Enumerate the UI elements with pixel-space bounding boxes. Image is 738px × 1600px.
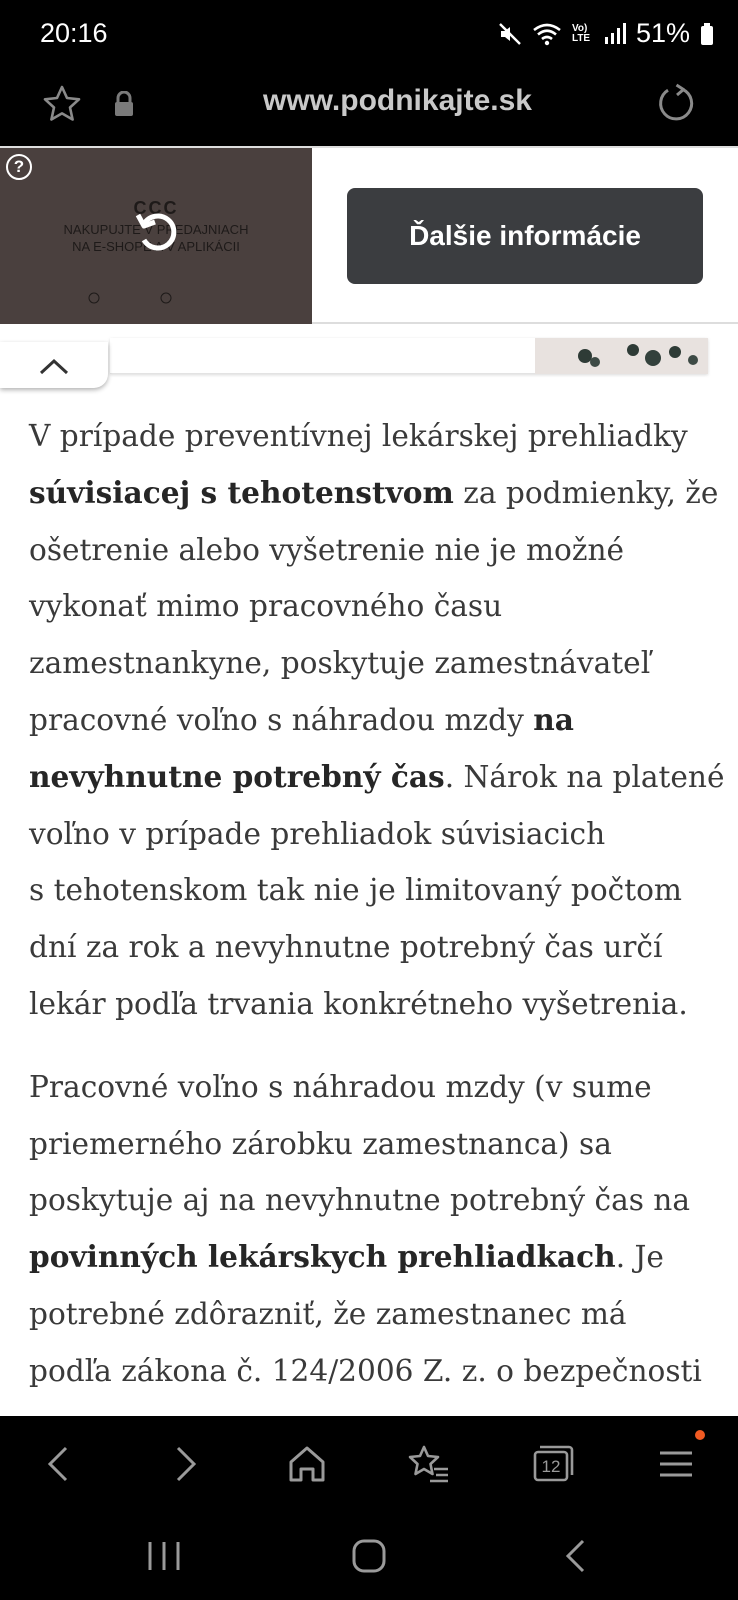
article-body [29, 408, 725, 1416]
volte-label: Vo) LTE [571, 22, 591, 44]
ad-image[interactable] [0, 148, 312, 324]
menu-notification-dot [695, 1430, 705, 1440]
text-run: . Nárok na platené [444, 759, 725, 794]
bold-text: nevyhnutne potrebný čas [29, 758, 445, 794]
signal-icon [604, 22, 626, 46]
recent-apps-icon[interactable] [140, 1532, 188, 1580]
text-run: voľno v prípade prehliadok súvisiacich [29, 816, 606, 851]
page-content [0, 324, 738, 1416]
reload-icon[interactable] [654, 82, 698, 126]
text-run: pracovné voľno s náhradou mzdy [29, 702, 534, 737]
ad-text-line: NA E-SHOPE A V APLIKÁCII [72, 239, 240, 254]
ad-strip-image[interactable] [535, 338, 708, 374]
text-run: vykonať mimo pracovného času [29, 589, 503, 624]
text-run: lekár podľa trvania konkrétneho vyšetrenia. [29, 986, 688, 1021]
browser-toolbar [0, 1416, 738, 1512]
bookmark-star-icon[interactable] [40, 82, 84, 126]
text-run: priemerného zárobku zamestnanca) sa [29, 1126, 612, 1161]
battery-level: 51% [635, 18, 690, 48]
more-info-button[interactable]: Ďalšie informácie [347, 188, 703, 284]
text-run: ošetrenie alebo vyšetrenie nie je možné [29, 532, 625, 567]
tabs-button[interactable] [527, 1438, 579, 1490]
mute-icon [498, 22, 522, 46]
status-bar [0, 0, 738, 70]
collapse-ad-button[interactable] [0, 342, 108, 388]
text-run: potrebné zdôrazniť, že zamestnanec má [29, 1296, 627, 1331]
text-run: . Je [615, 1240, 664, 1275]
ad-help-icon[interactable]: ? [6, 154, 32, 180]
article-paragraph [29, 1059, 719, 1400]
status-time: 20:16 [40, 18, 108, 48]
bold-text: povinných lekárskych prehliadkach [29, 1239, 616, 1275]
tab-count: 12 [541, 1457, 561, 1476]
chevron-up-icon [38, 356, 70, 376]
forward-icon[interactable] [158, 1438, 210, 1490]
replay-icon[interactable] [132, 206, 182, 256]
text-run: poskytuje aj na nevyhnutne potrebný čas na [29, 1183, 691, 1218]
bold-text: na [533, 701, 574, 737]
ad-footer-icon [160, 292, 172, 304]
system-home-icon[interactable] [345, 1532, 393, 1580]
text-run: podľa zákona č. 124/2006 Z. z. o bezpečnosti [29, 1353, 702, 1388]
article-paragraph [29, 408, 725, 1033]
lock-icon [113, 91, 135, 117]
text-run: za podmienky, že [453, 475, 719, 510]
menu-icon[interactable] [650, 1438, 702, 1490]
text-run: dní za rok a nevyhnutne potrebný čas určí [29, 930, 663, 965]
text-run: Pracovné voľno s náhradou mzdy (v sume [29, 1069, 652, 1104]
battery-icon [700, 22, 714, 46]
system-back-icon[interactable] [553, 1532, 601, 1580]
home-icon[interactable] [281, 1438, 333, 1490]
ad-banner [0, 146, 738, 324]
back-icon[interactable] [34, 1438, 86, 1490]
ad-brand-logo: CCC [133, 198, 179, 218]
text-run: s tehotenskom tak nie je limitovaný počtom [29, 873, 682, 908]
bookmarks-icon[interactable] [404, 1438, 456, 1490]
ad-footer-icon [88, 292, 100, 304]
wifi-icon [532, 22, 562, 46]
ad-text-line: NAKUPUJTE V PREDAJNIACH [63, 222, 249, 237]
text-run: zamestnankyne, poskytuje zamestnávateľ [29, 646, 651, 681]
bold-text: súvisiacej s tehotenstvom [29, 474, 454, 510]
url-field[interactable]: www.podnikajte.sk [263, 84, 532, 117]
address-bar [0, 70, 738, 146]
status-icons [498, 18, 714, 49]
system-navigation-bar [0, 1512, 738, 1600]
text-run: V prípade preventívnej lekárskej prehliadky [29, 419, 688, 453]
